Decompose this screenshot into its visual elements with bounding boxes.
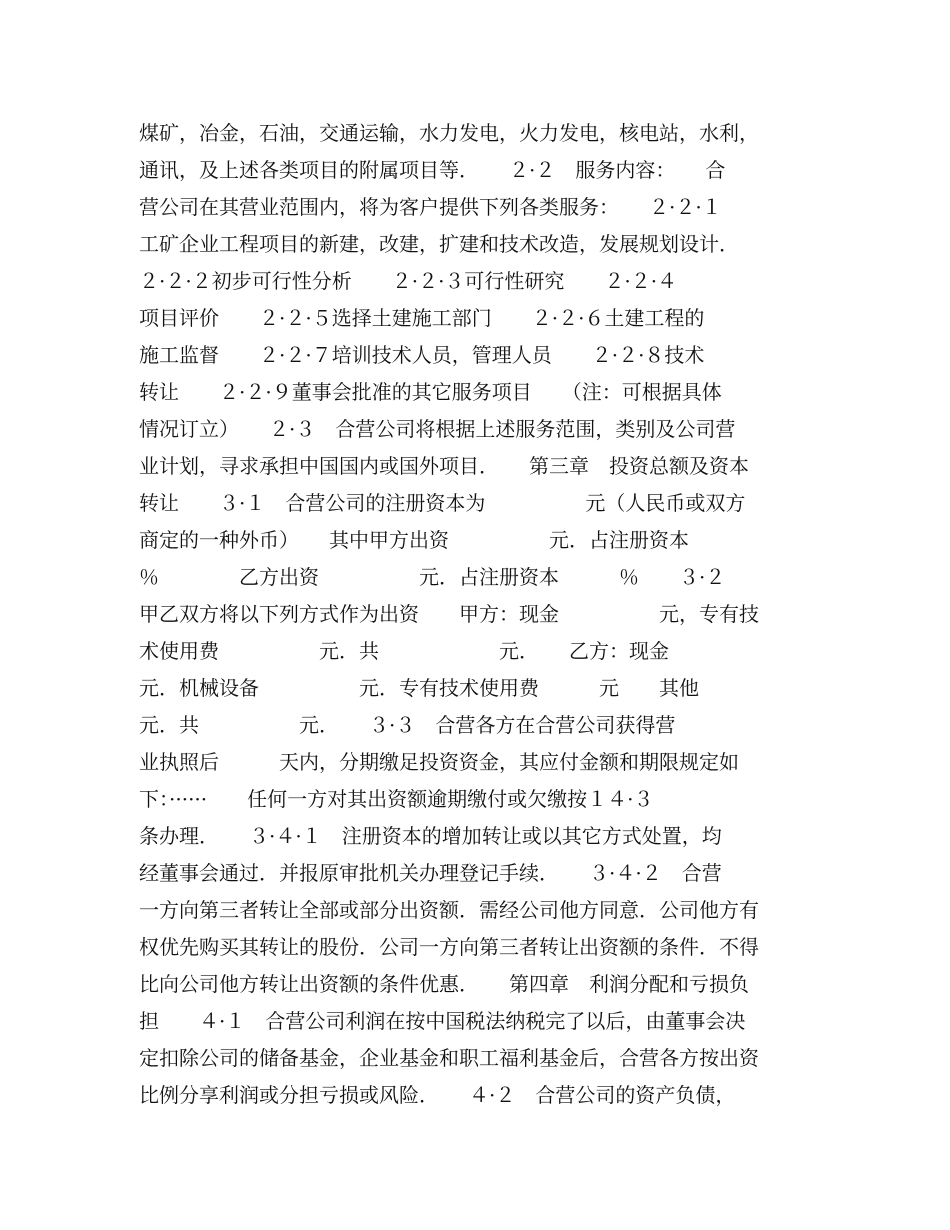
text-line: 营公司在其营业范围内，将为客户提供下列各类服务： ２·２·１: [139, 195, 722, 219]
text-line: 商定的一种外币） 其中甲方出资 元．占注册资本: [139, 528, 689, 552]
text-line: 甲乙双方将以下列方式作为出资 甲方：现金 元，专有技: [139, 602, 759, 626]
text-line: 比向公司他方转让出资额的条件优惠． 第四章 利润分配和亏损负: [139, 972, 749, 996]
text-line: 转让 ２·２·９董事会批准的其它服务项目 （注：可根据具体: [139, 380, 722, 404]
text-line: 工矿企业工程项目的新建，改建，扩建和技术改造，发展规划设计．: [139, 232, 739, 256]
text-line: 一方向第三者转让全部或部分出资额．需经公司他方同意．公司他方有: [139, 898, 759, 922]
text-line: 权优先购买其转让的股份．公司一方向第三者转让出资额的条件．不得: [139, 935, 759, 959]
text-line: 下：······ 任何一方对其出资额逾期缴付或欠缴按１４·３: [139, 787, 654, 811]
text-line: 元．共 元． ３·３ 合营各方在合营公司获得营: [139, 713, 676, 737]
text-line: 元．机械设备 元．专有技术使用费 元 其他: [139, 676, 699, 700]
text-line: 担 ４·１ 合营公司利润在按中国税法纳税完了以后，由董事会决: [139, 1009, 746, 1033]
text-line: 煤矿，冶金，石油，交通运输，水力发电，火力发电，核电站，水利，: [139, 121, 759, 145]
text-line: 通讯，及上述各类项目的附属项目等． ２·２ 服务内容： 合: [139, 158, 726, 182]
text-line: 业执照后 天内，分期缴足投资资金，其应付金额和期限规定如: [139, 750, 739, 774]
text-line: 比例分享利润或分担亏损或风险． ４·２ 合营公司的资产负债，: [139, 1083, 736, 1107]
text-line: 项目评价 ２·２·５选择土建施工部门 ２·２·６土建工程的: [139, 306, 705, 330]
text-line: 定扣除公司的储备基金，企业基金和职工福利基金后，合营各方按出资: [139, 1046, 759, 1070]
text-line: 条办理． ３·４·１ 注册资本的增加转让或以其它方式处置，均: [139, 824, 722, 848]
text-line: 业计划，寻求承担中国国内或国外项目． 第三章 投资总额及资本: [139, 454, 749, 478]
text-line: 经董事会通过．并报原审批机关办理登记手续． ３·４·２ 合营: [139, 861, 722, 885]
text-line: 施工监督 ２·２·７培训技术人员，管理人员 ２·２·８技术: [139, 343, 705, 367]
document-body-text: [139, 115, 819, 1114]
text-line: 情况订立） ２·３ 合营公司将根据上述服务范围，类别及公司营: [139, 417, 736, 441]
text-line: 转让 ３·１ 合营公司的注册资本为 元（人民币或双方: [139, 491, 746, 515]
text-line: ２·２·２初步可行性分析 ２·２·３可行性研究 ２·２·４: [139, 269, 678, 293]
text-line: ％ 乙方出资 元．占注册资本 ％ ３·２: [139, 565, 726, 589]
text-line: 术使用费 元．共 元． 乙方：现金: [139, 639, 669, 663]
